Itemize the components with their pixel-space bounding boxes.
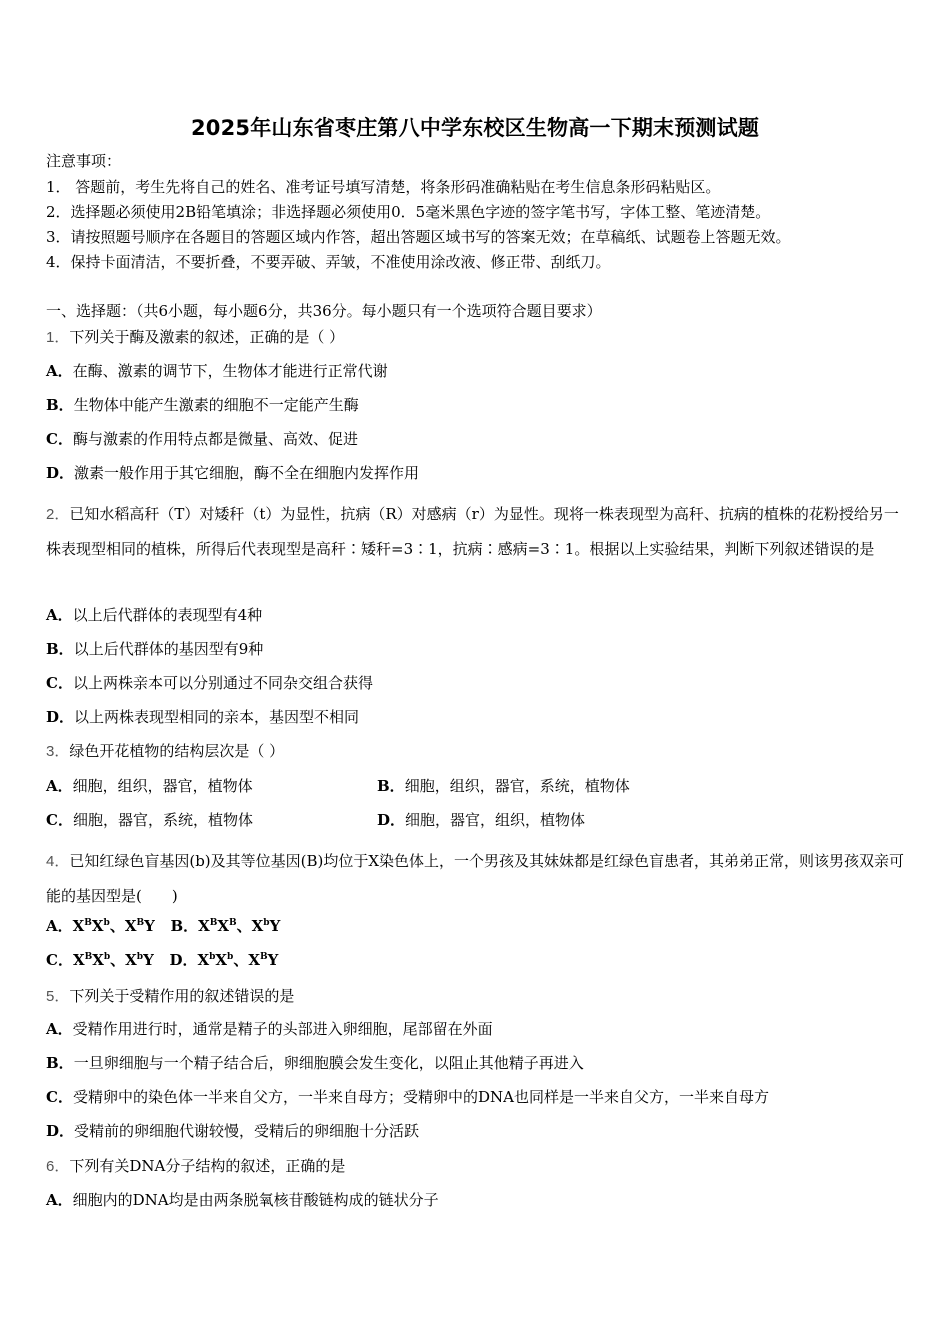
- question-number: 5．: [46, 988, 70, 1005]
- option-text: 以上两株亲本可以分别通过不同杂交组合获得: [72, 674, 373, 692]
- option-text: 细胞，组织，器官，系统，植物体: [404, 777, 630, 795]
- option-a: [46, 361, 388, 381]
- option-b: [46, 395, 359, 415]
- option-text: 以上后代群体的表现型有4种: [72, 606, 263, 624]
- option-text: 受精卵中的染色体一半来自父方，一半来自母方；受精卵中的DNA也同样是一半来自父方，一半来自母方: [72, 1088, 769, 1106]
- option-d: [46, 707, 359, 727]
- notice-item: 1． 答题前，考生先将自己的姓名、准考证号填写清楚，将条形码准确粘贴在考生信息条形码粘贴区。: [46, 178, 721, 196]
- page-title: 2025年山东省枣庄第八中学东校区生物高一下期末预测试题: [190, 116, 760, 140]
- question-number: 1．: [46, 329, 70, 346]
- option-text: 生物体中能产生激素的细胞不一定能产生酶: [73, 396, 359, 414]
- option-text: 受精作用进行时，通常是精子的头部进入卵细胞，尾部留在外面: [72, 1020, 493, 1038]
- question-number: 2．: [46, 506, 70, 523]
- option-label: A．: [46, 777, 73, 795]
- option-text: 在酶、激素的调节下，生物体才能进行正常代谢: [72, 362, 388, 380]
- question-1: [46, 327, 344, 348]
- option-b: [46, 639, 263, 659]
- option-label: B．: [377, 777, 405, 795]
- option-label: A．: [46, 1020, 73, 1038]
- option-label: A．: [46, 917, 73, 935]
- option-a: [46, 605, 262, 625]
- option-text: 一旦卵细胞与一个精子结合后，卵细胞膜会发生变化，以阻止其他精子再进入: [73, 1054, 584, 1072]
- notice-item: 3．请按照题号顺序在各题目的答题区域内作答，超出答题区域书写的答案无效；在草稿纸、试题卷上答题无效。: [46, 228, 791, 246]
- question-stem: 下列有关DNA分子结构的叙述，正确的是: [69, 1157, 346, 1175]
- option-label: D．: [46, 708, 75, 726]
- question-6: [46, 1156, 345, 1177]
- option-label: A．: [46, 1191, 73, 1209]
- option-row: A．$X^BX^b$、$X^BY$ B．$X^BX^B$、$X^bY$: [46, 917, 281, 935]
- option-label: B．: [46, 640, 74, 658]
- question-3: [46, 741, 284, 762]
- notice-heading: 注意事项：: [46, 152, 122, 170]
- question-4: [46, 844, 908, 913]
- question-stem: 绿色开花植物的结构层次是（ ）: [69, 742, 285, 760]
- option-label: A．: [46, 606, 73, 624]
- option-text: 激素一般作用于其它细胞，酶不全在细胞内发挥作用: [74, 464, 420, 482]
- option-label: D．: [169, 951, 198, 969]
- option-text: 细胞内的DNA均是由两条脱氧核苷酸链构成的链状分子: [72, 1191, 439, 1209]
- option-a: [46, 777, 253, 795]
- option-text: 受精前的卵细胞代谢较慢，受精后的卵细胞十分活跃: [74, 1122, 420, 1140]
- option-c: [46, 673, 373, 693]
- option-label: D．: [46, 1122, 75, 1140]
- option-text: 酶与激素的作用特点都是微量、高效、促进: [72, 430, 358, 448]
- option-label: C．: [46, 951, 73, 969]
- option-label: A．: [46, 362, 73, 380]
- option-text: 细胞，器官，组织，植物体: [405, 811, 586, 829]
- option-c: [46, 811, 253, 829]
- option-label: B．: [46, 1054, 74, 1072]
- option-row: [46, 810, 908, 830]
- option-label: D．: [46, 464, 75, 482]
- option-text: 细胞，组织，器官，植物体: [72, 777, 253, 795]
- option-label: C．: [46, 674, 73, 692]
- option-b: [46, 1053, 584, 1073]
- question-stem: 下列关于酶及激素的叙述，正确的是（ ）: [69, 328, 345, 346]
- option-label: B．: [170, 917, 199, 935]
- question-2: [46, 497, 908, 566]
- option-label: C．: [46, 1088, 73, 1106]
- option-text: 细胞，器官，系统，植物体: [72, 811, 253, 829]
- question-stem: 下列关于受精作用的叙述错误的是: [69, 987, 295, 1005]
- question-number: 4．: [46, 853, 70, 870]
- notice-item: 4．保持卡面清洁，不要折叠，不要弄破、弄皱，不准使用涂改液、修正带、刮纸刀。: [46, 253, 611, 271]
- option-c: [46, 429, 358, 449]
- question-number: 6．: [46, 1158, 70, 1175]
- option-label: C．: [46, 430, 73, 448]
- question-stem: 已知水稻高秆（T）对矮秆（t）为显性，抗病（R）对感病（r）为显性。现将一株表现型为高秆、抗病的植株的花粉授给另一株表现型相同的植株，所得后代表现型是高秆∶矮秆=3∶1，抗病∶感病=3∶1。根据以上实验结果，判断下列叙述错误的是: [46, 505, 899, 558]
- option-text: 以上后代群体的基因型有9种: [73, 640, 264, 658]
- question-5: [46, 986, 294, 1007]
- option-a: [46, 1019, 493, 1039]
- option-label: D．: [377, 811, 406, 829]
- option-d: [46, 463, 419, 483]
- option-label: C．: [46, 811, 73, 829]
- option-row: [46, 776, 908, 796]
- option-b: [377, 776, 630, 796]
- option-d: [377, 810, 585, 830]
- option-a: [46, 1190, 439, 1210]
- option-d: [46, 1121, 419, 1141]
- option-label: B．: [46, 396, 74, 414]
- option-text: 以上两株表现型相同的亲本，基因型不相同: [74, 708, 360, 726]
- section-heading: 一、选择题：（共6小题，每小题6分，共36分。每小题只有一个选项符合题目要求）: [46, 302, 602, 320]
- question-stem: 已知红绿色盲基因(b)及其等位基因(B)均位于X染色体上，一个男孩及其妹妹都是红绿色盲患者，其弟弟正常，则该男孩双亲可能的基因型是( ): [46, 852, 905, 905]
- question-number: 3．: [46, 743, 70, 760]
- option-row: C．$X^BX^b$、$X^bY$ D．$X^bX^b$、$X^BY$: [46, 951, 279, 969]
- option-c: [46, 1087, 769, 1107]
- notice-item: 2．选择题必须使用2B铅笔填涂；非选择题必须使用0．5毫米黑色字迹的签字笔书写，字体工整、笔迹清楚。: [46, 203, 771, 221]
